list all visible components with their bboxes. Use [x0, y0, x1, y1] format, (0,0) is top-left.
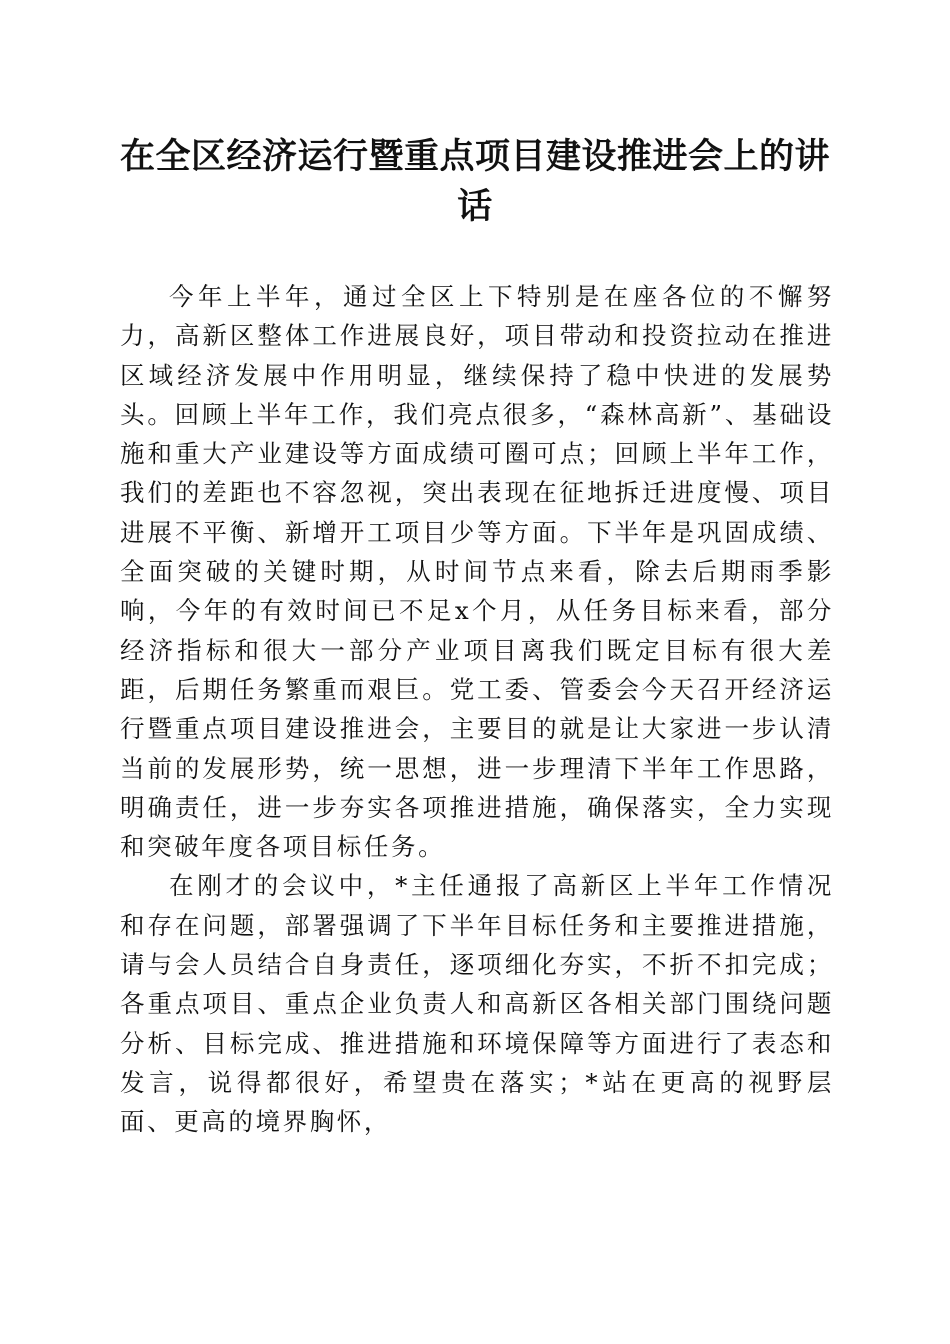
document-title: 在全区经济运行暨重点项目建设推进会上的讲话: [119, 136, 830, 227]
document-body: [120, 277, 834, 1142]
paragraph-1: 今年上半年，通过全区上下特别是在座各位的不懈努力，高新区整体工作进展良好，项目带动和投资拉动在推进区域经济发展中作用明显，继续保持了稳中快进的发展势头。回顾上半年工作，我们亮点很多，“森林高新”、基础设施和重大产业建设等方面成绩可圈可点；回顾上半年工作，我们的差距也不容忽视，突出表现在征地拆迁进度慢、项目进展不平衡、新增开工项目少等方面。下半年是巩固成绩、全面突破的关键时期，从时间节点来看，除去后期雨季影响，今年的有效时间已不足x个月，从任务目标来看，部分经济指标和很大一部分产业项目离我们既定目标有很大差距，后期任务繁重而艰巨。党工委、管委会今天召开经济运行暨重点项目建设推进会，主要目的就是让大家进一步认清当前的发展形势，统一思想，进一步理清下半年工作思路，明确责任，进一步夯实各项推进措施，确保落实，全力实现和突破年度各项目标任务。: [120, 282, 834, 862]
paragraph-2: 在刚才的会议中，*主任通报了高新区上半年工作情况和存在问题，部署强调了下半年目标任务和主要推进措施，请与会人员结合自身责任，逐项细化夯实，不折不扣完成；各重点项目、重点企业负责人和高新区各相关部门围绕问题分析、目标完成、推进措施和环境保障等方面进行了表态和发言，说得都很好，希望贵在落实；*站在更高的视野层面、更高的境界胸怀，: [120, 871, 834, 1137]
